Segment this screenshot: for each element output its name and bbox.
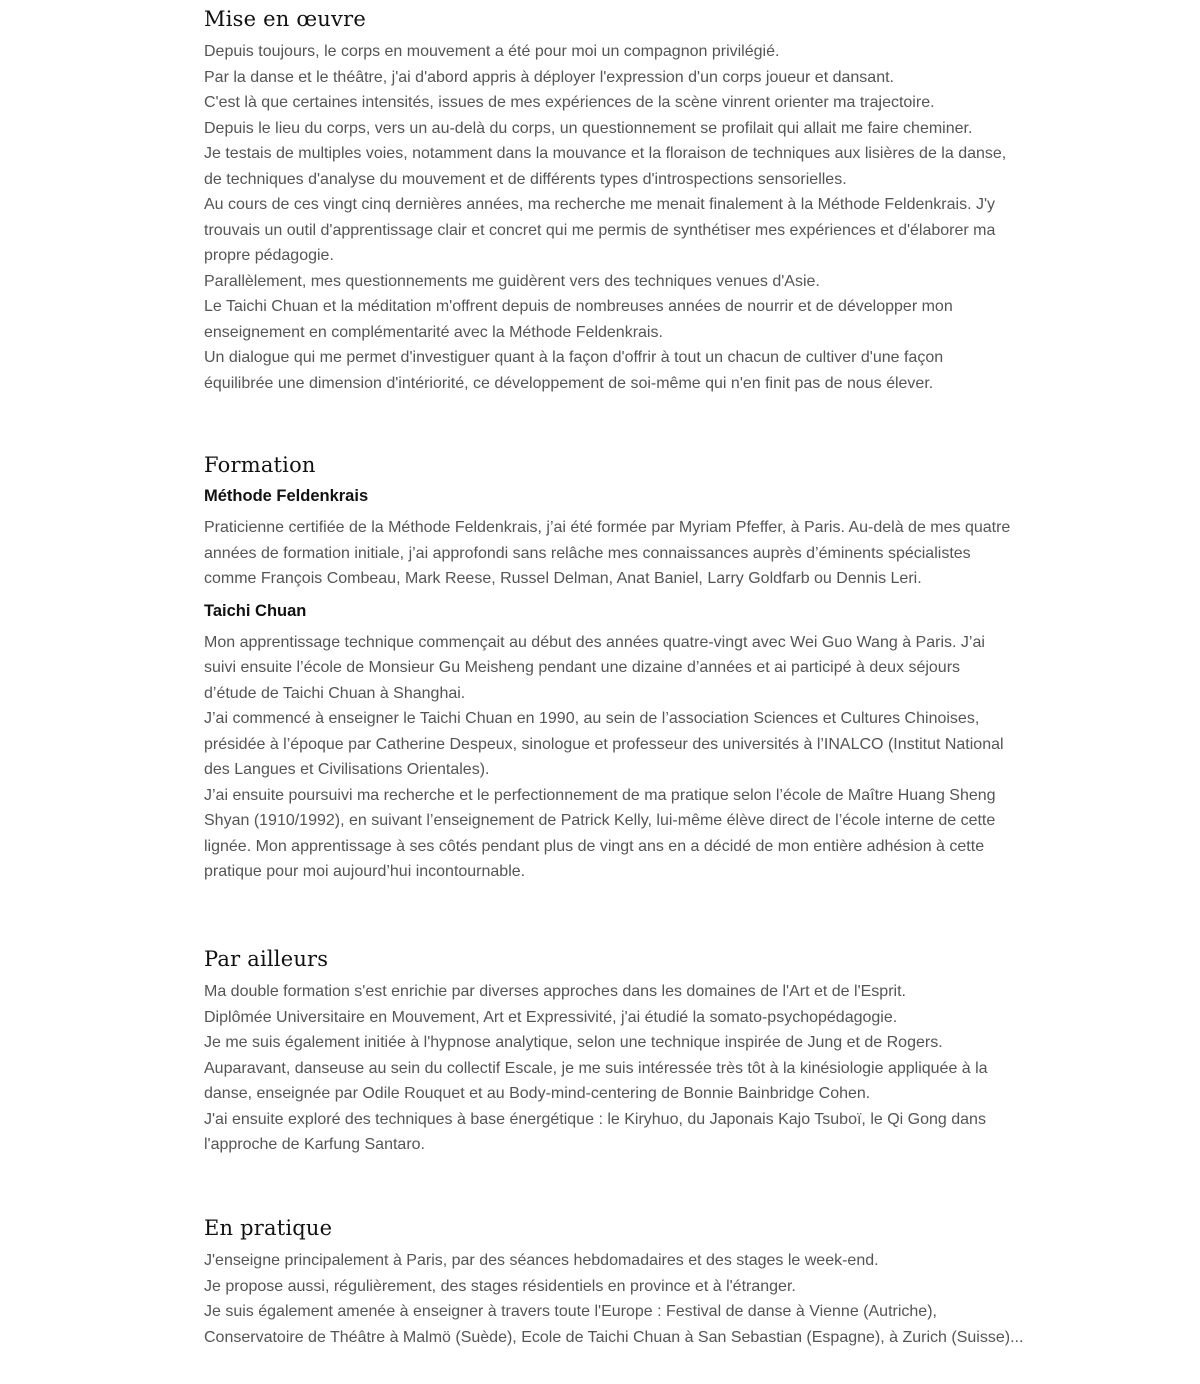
text-line: danse, enseignée par Odile Rouquet et au Body-mind-centering de Bonnie Bainbridge Cohen. [204, 1085, 871, 1102]
text-line: Mon apprentissage technique commençait au début des années quatre-vingt avec Wei Guo Wang à Paris. J’ai [204, 633, 985, 651]
text-line: trouvais un outil d'apprentissage clair et concret qui me permis de synthétiser mes expériences et d'élaborer ma [204, 221, 996, 239]
text-line: Praticienne certifiée de la Méthode Feldenkrais, j’ai été formée par Myriam Pfeffer, à Paris. Au-delà de mes quatre [204, 519, 1011, 536]
text-line: Diplômée Universitaire en Mouvement, Art et Expressivité, j'ai étudié la somato-psychopédagogie. [204, 1008, 898, 1026]
text-line: lignée. Mon apprentissage à ses côtés pendant plus de vingt ans en a décidé de mon entière adhésion à cette [204, 837, 985, 855]
paragraph-feldenkrais [204, 515, 1010, 592]
text-line: J’ai ensuite poursuivi ma recherche et le perfectionnement de ma pratique selon l’école de Maître Huang Sheng [204, 786, 996, 804]
text-line: équilibrée une dimension d'intériorité, ce développement de soi-même qui n'en finit pas de nous élever. [204, 374, 934, 392]
text-line: Le Taichi Chuan et la méditation m'offrent depuis de nombreuses années de nourrir et de développer mon [204, 298, 953, 315]
text-line: C'est là que certaines intensités, issues de mes expériences de la scène vinrent orienter ma trajectoire. [204, 94, 935, 111]
text-line: Je propose aussi, régulièrement, des stages résidentiels en province et à l'étranger. [204, 1277, 796, 1295]
text-line: années de formation initiale, j’ai approfondi sans relâche mes connaissances auprès d’éminents spécialistes [204, 544, 971, 562]
text-line: des Langues et Civilisations Orientales). [204, 761, 490, 778]
paragraph [204, 979, 988, 1158]
section-formation [204, 448, 1010, 885]
paragraph-taichi [204, 630, 1010, 885]
text-line: suivi ensuite l’école de Monsieur Gu Meisheng pendant une dizaine d’années et ai participé à deux séjours [204, 659, 961, 676]
text-line: présidée à l’époque par Catherine Despeux, sinologue et professeur des universités à l’INALCO (Institut National [204, 735, 1004, 753]
text-line: J'ai ensuite exploré des techniques à base énergétique : le Kiryhuo, du Japonais Kajo Tsuboï, le Qi Gong dans [204, 1110, 986, 1128]
text-line: Par la danse et le théâtre, j'ai d'abord appris à déployer l'expression d'un corps joueur et dansant. [204, 68, 894, 86]
text-line: d’étude de Taichi Chuan à Shanghai. [204, 684, 466, 702]
section-mise-en-oeuvre [204, 2, 1006, 396]
section-par-ailleurs [204, 942, 988, 1158]
text-line: Je testais de multiples voies, notamment dans la mouvance et la floraison de techniques aux lisières de la danse, [204, 145, 1007, 162]
text-line: J’ai commencé à enseigner le Taichi Chuan en 1990, au sein de l’association Sciences et Cultures Chinoises, [204, 710, 980, 727]
text-line: comme François Combeau, Mark Reese, Russel Delman, Anat Baniel, Larry Goldfarb ou Dennis Leri. [204, 570, 922, 587]
paragraph [204, 1248, 1023, 1350]
text-line: l'approche de Karfung Santaro. [204, 1136, 425, 1153]
text-line: Depuis le lieu du corps, vers un au-delà du corps, un questionnement se profilait qui allait me faire cheminer. [204, 119, 973, 137]
text-line: Conservatoire de Théâtre à Malmö (Suède), Ecole de Taichi Chuan à San Sebastian (Espagne), à Zurich (Suisse)... [204, 1328, 1024, 1346]
text-line: Un dialogue qui me permet d'investiguer quant à la façon d'offrir à tout un chacun de cultiver d'une façon [204, 349, 944, 366]
section-title: Mise en œuvre [204, 7, 366, 31]
text-line: propre pédagogie. [204, 247, 334, 264]
text-line: Parallèlement, mes questionnements me guidèrent vers des techniques venues d'Asie. [204, 272, 820, 290]
subsection-title-feldenkrais: Méthode Feldenkrais [204, 487, 369, 505]
section-title: Formation [204, 453, 316, 477]
paragraph [204, 39, 1006, 396]
section-en-pratique [204, 1211, 1023, 1350]
section-title: En pratique [204, 1216, 333, 1240]
text-line: Au cours de ces vingt cinq dernières années, ma recherche me menait finalement à la Méthode Feldenkrais. J'y [204, 196, 996, 213]
text-line: Depuis toujours, le corps en mouvement a été pour moi un compagnon privilégié. [204, 43, 780, 60]
text-line: enseignement en complémentarité avec la Méthode Feldenkrais. [204, 323, 663, 341]
text-line: J'enseigne principalement à Paris, par des séances hebdomadaires et des stages le week-end. [204, 1252, 879, 1269]
text-line: de techniques d'analyse du mouvement et de différents types d'introspections sensorielles. [204, 170, 847, 188]
text-line: Je suis également amenée à enseigner à travers toute l'Europe : Festival de danse à Vienne (Autriche), [204, 1303, 937, 1320]
text-line: Shyan (1910/1992), en suivant l’enseignement de Patrick Kelly, lui-même élève direct de l’école interne de cette [204, 812, 996, 829]
text-line: Ma double formation s'est enrichie par diverses approches dans les domaines de l'Art et de l'Esprit. [204, 983, 906, 1000]
section-title: Par ailleurs [204, 947, 329, 971]
subsection-title-taichi: Taichi Chuan [204, 601, 307, 620]
text-line: Auparavant, danseuse au sein du collectif Escale, je me suis intéressée très tôt à la kinésiologie appliquée à la [204, 1059, 988, 1077]
text-line: Je me suis également initiée à l'hypnose analytique, selon une technique inspirée de Jung et de Rogers. [204, 1034, 943, 1051]
text-line: pratique pour moi aujourd’hui incontournable. [204, 863, 526, 880]
